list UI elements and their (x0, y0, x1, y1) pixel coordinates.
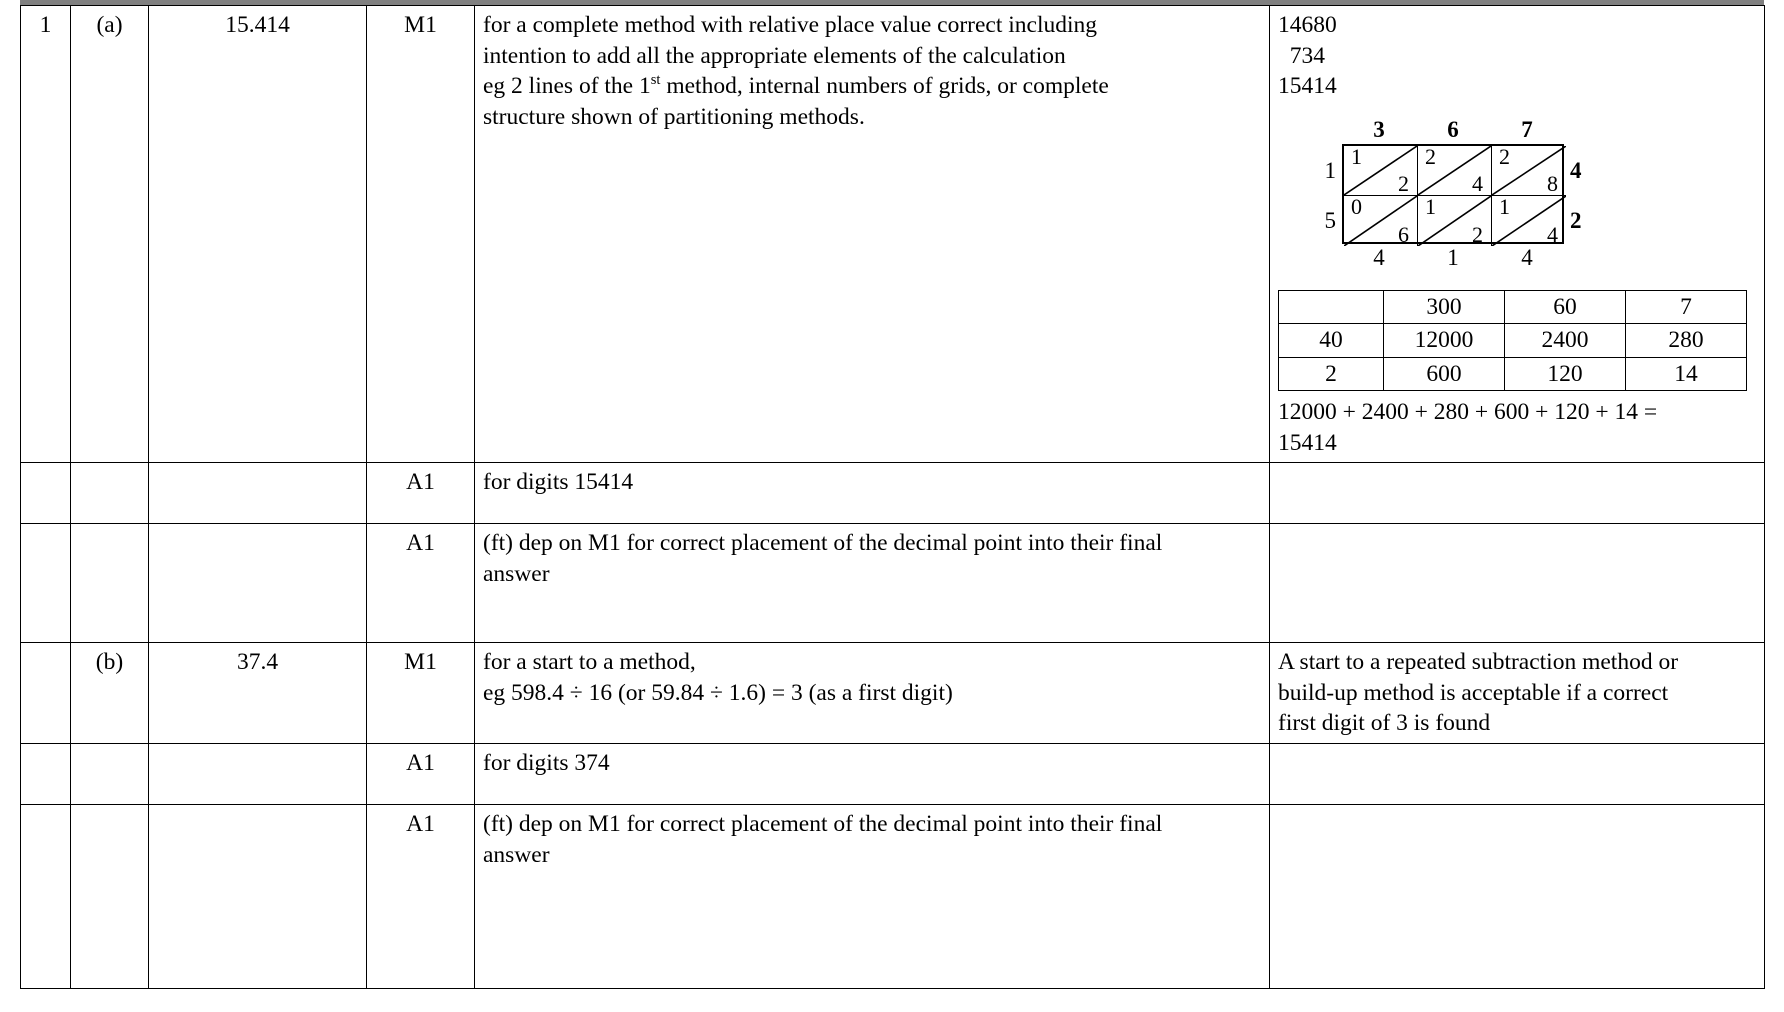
notes-line-3 (483, 71, 1261, 102)
mark-scheme-table (20, 5, 1765, 989)
notes-line-2: eg 598.4 ÷ 16 (or 59.84 ÷ 1.6) = 3 (as a first digit) (483, 679, 953, 706)
lattice-multiplication-diagram (1300, 116, 1600, 272)
partition-sum-working (1278, 397, 1756, 458)
lattice-cell-bottom-digit: 2 (1472, 222, 1483, 246)
lattice-cell-bottom-digit: 6 (1398, 222, 1409, 246)
lattice-left-label-0: 1 (1324, 157, 1336, 183)
partition-row-label-0: 40 (1279, 324, 1384, 358)
partition-grid-table (1278, 290, 1747, 392)
notes-line-3-post: method, internal numbers of grids, or complete (660, 73, 1109, 100)
table-row (21, 805, 1765, 989)
partition-row (1279, 357, 1747, 391)
lattice-cell-top-digit: 2 (1425, 145, 1436, 169)
lattice-cell-r0c2 (1492, 146, 1566, 196)
question-number-empty (21, 643, 71, 744)
table-row (21, 463, 1765, 524)
partition-header-row (1279, 290, 1747, 324)
notes-line-2: intention to add all the appropriate elements of the calculation (483, 42, 1066, 69)
question-part-empty (71, 463, 149, 524)
lattice-right-label-1: 2 (1570, 207, 1582, 233)
lattice-cell-bottom-digit: 4 (1547, 222, 1558, 246)
additional-guidance-cell (1270, 744, 1765, 805)
answer-value-empty (149, 524, 367, 643)
mark-code: A1 (367, 524, 475, 643)
additional-guidance-cell (1270, 463, 1765, 524)
question-number: 1 (21, 6, 71, 463)
notes-cell (475, 524, 1270, 643)
answer-value-empty (149, 805, 367, 989)
mark-code: M1 (367, 6, 475, 463)
lattice-cell-r1c0 (1344, 196, 1418, 246)
partition-cell-r0c0: 12000 (1384, 324, 1505, 358)
table-row (21, 744, 1765, 805)
question-number-empty (21, 524, 71, 643)
partition-sum-line-2: 15414 (1278, 429, 1337, 456)
guidance-line-1: A start to a repeated subtraction method or (1278, 649, 1679, 676)
partition-row-label-1: 2 (1279, 357, 1384, 391)
additional-guidance-cell (1270, 643, 1765, 744)
lattice-cell-top-digit: 0 (1351, 195, 1362, 219)
notes-line-2: answer (483, 841, 550, 868)
notes-cell: for digits 374 (475, 744, 1270, 805)
notes-line-1: (ft) dep on M1 for correct placement of the decimal point into their final (483, 530, 1163, 557)
question-part: (b) (71, 643, 149, 744)
notes-line-1: (ft) dep on M1 for correct placement of the decimal point into their final (483, 811, 1163, 838)
additional-guidance-cell (1270, 6, 1765, 463)
lattice-cell-bottom-digit: 2 (1398, 171, 1409, 196)
ordinal-suffix: st (650, 72, 661, 89)
answer-value-empty (149, 463, 367, 524)
partition-cell-r1c0: 600 (1384, 357, 1505, 391)
lattice-grid (1342, 144, 1564, 244)
lattice-left-labels (1302, 146, 1336, 246)
notes-line-1: for a start to a method, (483, 649, 696, 676)
table-row (21, 643, 1765, 744)
notes-cell (475, 6, 1270, 463)
answer-value-empty (149, 744, 367, 805)
partition-col-header-1: 60 (1505, 290, 1626, 324)
lattice-top-label-0: 3 (1373, 116, 1385, 142)
additional-guidance-cell (1270, 805, 1765, 989)
guidance-line-2: build-up method is acceptable if a correct (1278, 679, 1669, 706)
question-part: (a) (71, 6, 149, 463)
guidance-line-3: first digit of 3 is found (1278, 710, 1491, 737)
lattice-right-label-0: 4 (1570, 157, 1582, 183)
table-row (21, 524, 1765, 643)
notes-cell: for digits 15414 (475, 463, 1270, 524)
column-addition-line-3: 15414 (1278, 73, 1337, 100)
partition-sum-line-1: 12000 + 2400 + 280 + 600 + 120 + 14 = (1278, 399, 1658, 426)
lattice-cell-r1c2 (1492, 196, 1566, 246)
lattice-bottom-label-0: 4 (1373, 244, 1385, 270)
lattice-cell-r0c0 (1344, 146, 1418, 196)
lattice-cell-top-digit: 2 (1499, 145, 1510, 169)
partition-cell-r0c1: 2400 (1505, 324, 1626, 358)
lattice-cell-r1c1 (1418, 196, 1492, 246)
lattice-right-labels (1570, 146, 1600, 246)
answer-value: 15.414 (149, 6, 367, 463)
mark-code: A1 (367, 805, 475, 989)
lattice-bottom-label-1: 1 (1447, 244, 1459, 270)
question-number-empty (21, 805, 71, 989)
mark-code: A1 (367, 744, 475, 805)
lattice-top-labels (1342, 116, 1564, 142)
lattice-cell-top-digit: 1 (1425, 195, 1436, 219)
mark-code: M1 (367, 643, 475, 744)
column-addition-line-1: 14680 (1278, 12, 1337, 38)
question-part-empty (71, 524, 149, 643)
notes-line-3-pre: eg 2 lines of the 1 (483, 73, 651, 100)
partition-col-header-0: 300 (1384, 290, 1505, 324)
lattice-left-label-1: 5 (1324, 207, 1336, 233)
column-addition-working (1278, 10, 1756, 102)
additional-guidance-cell (1270, 524, 1765, 643)
lattice-top-label-2: 7 (1521, 116, 1533, 142)
partition-cell-r1c1: 120 (1505, 357, 1626, 391)
lattice-cell-bottom-digit: 8 (1547, 171, 1558, 196)
question-part-empty (71, 805, 149, 989)
table-row (21, 6, 1765, 463)
lattice-bottom-label-2: 4 (1521, 244, 1533, 270)
question-number-empty (21, 744, 71, 805)
lattice-cell-top-digit: 1 (1351, 145, 1362, 169)
notes-cell (475, 805, 1270, 989)
partition-col-header-2: 7 (1626, 290, 1747, 324)
lattice-cell-top-digit: 1 (1499, 195, 1510, 219)
notes-line-2: answer (483, 560, 550, 587)
column-addition-line-2: 734 (1278, 42, 1325, 69)
question-number-empty (21, 463, 71, 524)
partition-cell-r0c2: 280 (1626, 324, 1747, 358)
answer-value: 37.4 (149, 643, 367, 744)
partition-corner-cell (1279, 290, 1384, 324)
lattice-top-label-1: 6 (1447, 116, 1459, 142)
lattice-cell-bottom-digit: 4 (1472, 171, 1483, 196)
lattice-bottom-labels (1342, 244, 1564, 270)
question-part-empty (71, 744, 149, 805)
notes-line-4: structure shown of partitioning methods. (483, 103, 865, 130)
partition-cell-r1c2: 14 (1626, 357, 1747, 391)
lattice-cell-r0c1 (1418, 146, 1492, 196)
notes-line-1: for a complete method with relative place value correct including (483, 12, 1098, 38)
notes-cell (475, 643, 1270, 744)
mark-code: A1 (367, 463, 475, 524)
partition-row (1279, 324, 1747, 358)
